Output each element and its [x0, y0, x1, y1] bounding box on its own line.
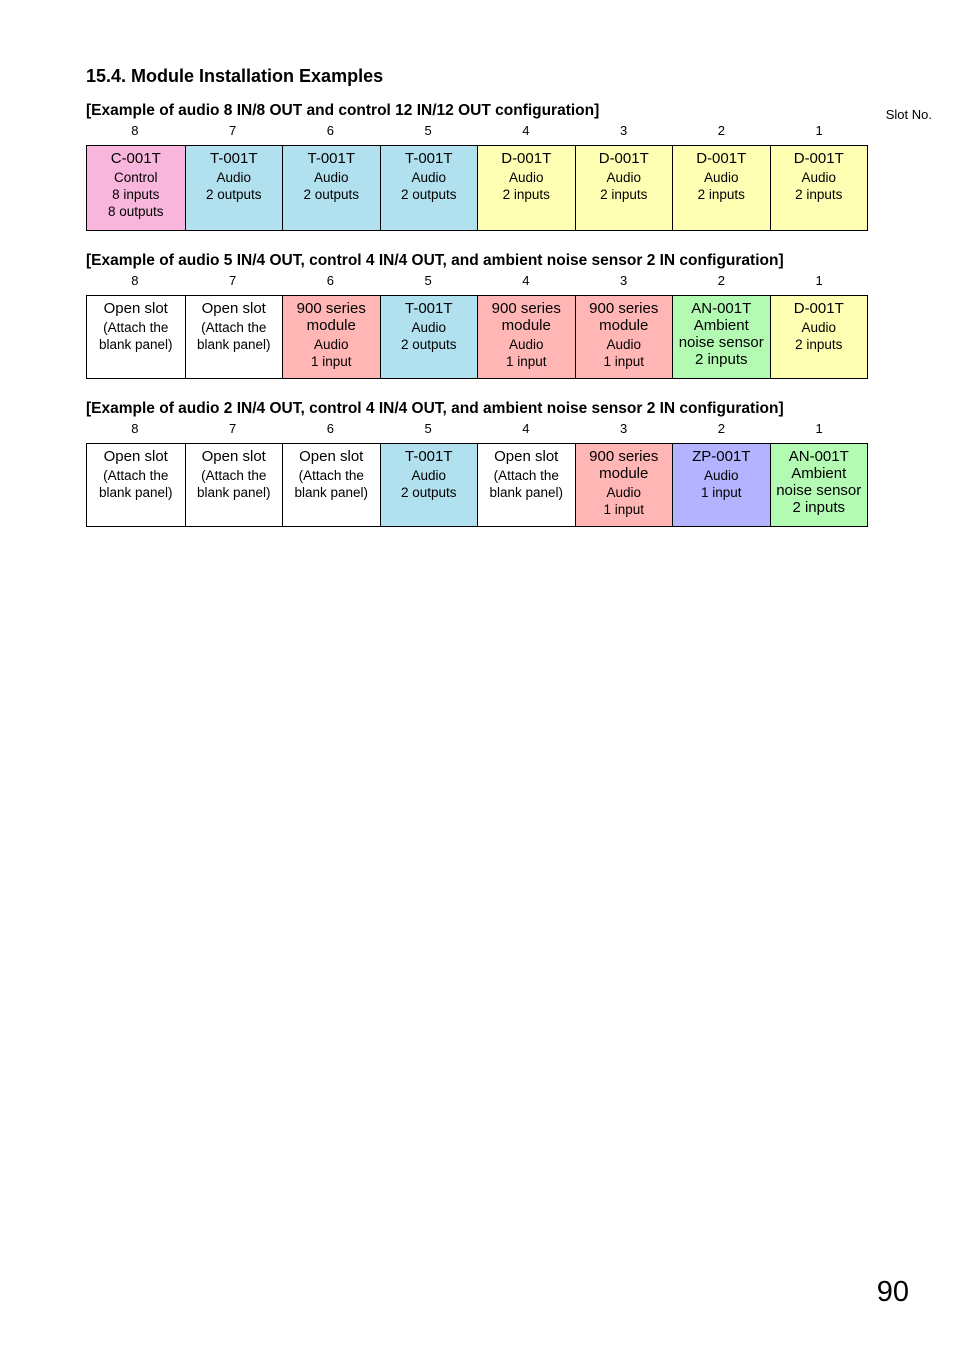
- slot-number: 8: [131, 273, 139, 288]
- module-name: 900 series module: [589, 300, 659, 334]
- module-desc: (Attach the blank panel): [196, 468, 271, 500]
- example-2: [86, 251, 868, 379]
- slot-number: 5: [424, 273, 432, 288]
- slot-number: 6: [326, 123, 334, 138]
- module-desc: Audio 2 outputs: [400, 468, 457, 500]
- slot-number: 7: [229, 123, 237, 138]
- module-desc: (Attach the blank panel): [489, 468, 564, 500]
- module-desc: Audio 2 outputs: [400, 320, 457, 352]
- slot-3-900-series: [575, 444, 673, 526]
- module-name: T-001T: [307, 150, 356, 167]
- slot-number-row: [86, 123, 868, 145]
- slot-number: 5: [424, 123, 432, 138]
- slot-number: 7: [229, 421, 237, 436]
- slot-table: [86, 145, 868, 231]
- slot-number: 1: [815, 273, 823, 288]
- slot-number: 4: [522, 421, 530, 436]
- slot-number-row: [86, 421, 868, 443]
- module-name: D-001T: [501, 150, 552, 167]
- slot-5-t-001t: [380, 146, 478, 230]
- module-desc: Audio 1 input: [310, 337, 352, 369]
- module-desc: Audio 2 outputs: [205, 170, 262, 202]
- slot-number: 2: [717, 123, 725, 138]
- module-desc: Audio 1 input: [603, 337, 645, 369]
- module-desc: Audio 2 inputs: [600, 170, 648, 202]
- slot-number: 3: [620, 123, 628, 138]
- slot-number-row: [86, 273, 868, 295]
- slot-number: 5: [424, 421, 432, 436]
- slot-5-t-001t: [380, 444, 478, 526]
- slot-7-t-001t: [185, 146, 283, 230]
- module-name: T-001T: [404, 448, 453, 465]
- example-title: [Example of audio 2 IN/4 OUT, control 4 IN/4 OUT, and ambient noise sensor 2 IN configuration]: [86, 400, 784, 417]
- module-desc: Audio 2 inputs: [795, 170, 843, 202]
- module-name: Open slot: [103, 448, 168, 465]
- module-desc: Audio 1 input: [505, 337, 547, 369]
- slot-2-an-001t: [672, 296, 770, 378]
- slot-number: 6: [326, 273, 334, 288]
- slot-number: 4: [522, 123, 530, 138]
- slot-7-open: [185, 296, 283, 378]
- module-desc: Audio 1 input: [603, 485, 645, 517]
- module-name: D-001T: [696, 150, 747, 167]
- slot-4-d-001t: [477, 146, 575, 230]
- module-name: Open slot: [201, 448, 266, 465]
- slot-7-open: [185, 444, 283, 526]
- module-name: Open slot: [299, 448, 364, 465]
- slot-number: 4: [522, 273, 530, 288]
- slot-number: 8: [131, 123, 139, 138]
- module-desc: (Attach the blank panel): [294, 468, 369, 500]
- module-desc: Audio 2 outputs: [400, 170, 457, 202]
- module-name: Open slot: [103, 300, 168, 317]
- module-name: T-001T: [404, 150, 453, 167]
- module-name: AN-001T: [788, 448, 849, 465]
- slot-6-t-001t: [282, 146, 380, 230]
- module-desc: Audio 1 input: [700, 468, 742, 500]
- slot-number: 3: [620, 421, 628, 436]
- module-desc: (Attach the blank panel): [196, 320, 271, 352]
- slot-6-open: [282, 444, 380, 526]
- module-name: 900 series module: [296, 300, 366, 334]
- slot-5-t-001t: [380, 296, 478, 378]
- slot-4-open: [477, 444, 575, 526]
- slot-number: 2: [717, 421, 725, 436]
- slot-number: 2: [717, 273, 725, 288]
- example-1: [86, 101, 868, 231]
- slot-number: 3: [620, 273, 628, 288]
- example-title: [Example of audio 8 IN/8 OUT and control 12 IN/12 OUT configuration]: [86, 102, 600, 119]
- section-title: 15.4. Module Installation Examples: [86, 66, 384, 86]
- slot-8-open: [87, 444, 185, 526]
- module-desc: Ambient noise sensor 2 inputs: [776, 465, 862, 516]
- example-3: [86, 399, 868, 527]
- slot-number: 8: [131, 421, 139, 436]
- module-desc: (Attach the blank panel): [98, 320, 173, 352]
- slot-2-d-001t: [672, 146, 770, 230]
- module-name: D-001T: [598, 150, 649, 167]
- module-name: 900 series module: [589, 448, 659, 482]
- module-desc: Audio 2 outputs: [303, 170, 360, 202]
- module-name: T-001T: [209, 150, 258, 167]
- slot-4-900-series: [477, 296, 575, 378]
- module-desc: (Attach the blank panel): [98, 468, 173, 500]
- module-desc: Audio 2 inputs: [795, 320, 843, 352]
- module-desc: Control 8 inputs 8 outputs: [107, 170, 164, 219]
- slot-8-c-001t: [87, 146, 185, 230]
- slot-number: 7: [229, 273, 237, 288]
- slot-number: 1: [815, 421, 823, 436]
- slot-table: [86, 443, 868, 527]
- module-name: C-001T: [110, 150, 161, 167]
- slot-8-open: [87, 296, 185, 378]
- module-desc: Ambient noise sensor 2 inputs: [678, 317, 764, 368]
- slot-number: 6: [326, 421, 334, 436]
- slot-1-d-001t: [770, 146, 868, 230]
- module-desc: Audio 2 inputs: [697, 170, 745, 202]
- example-title: [Example of audio 5 IN/4 OUT, control 4 IN/4 OUT, and ambient noise sensor 2 IN configuration]: [86, 252, 784, 269]
- module-name: Open slot: [494, 448, 559, 465]
- slot-number: 1: [815, 123, 823, 138]
- module-name: 900 series module: [491, 300, 561, 334]
- slot-1-an-001t: [770, 444, 868, 526]
- module-name: T-001T: [404, 300, 453, 317]
- module-name: AN-001T: [691, 300, 752, 317]
- slot-2-zp-001t: [672, 444, 770, 526]
- page-number: 90: [876, 1276, 909, 1308]
- module-name: D-001T: [793, 300, 844, 317]
- slot-3-900-series: [575, 296, 673, 378]
- module-desc: Audio 2 inputs: [502, 170, 550, 202]
- module-name: Open slot: [201, 300, 266, 317]
- slot-table: [86, 295, 868, 379]
- slot-3-d-001t: [575, 146, 673, 230]
- slot-1-d-001t: [770, 296, 868, 378]
- slot-6-900-series: [282, 296, 380, 378]
- module-name: D-001T: [793, 150, 844, 167]
- slot-no-label: Slot No.: [885, 107, 932, 122]
- module-name: ZP-001T: [692, 448, 751, 465]
